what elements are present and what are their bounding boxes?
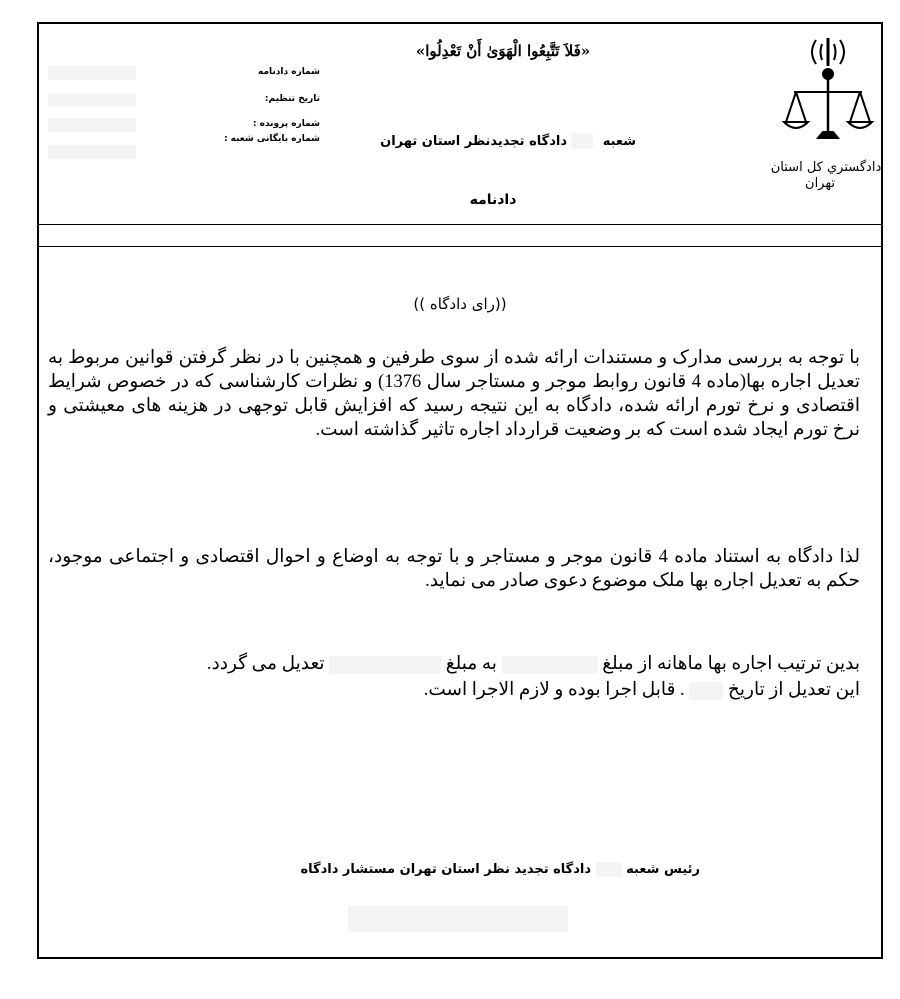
verdict-paragraph-1: با توجه به بررسى مدارک و مستندات ارائه شده از سوى طرفين و همچنين با در نظر گرفتن قوانين مربوط به تعديل اجاره بها(ماده 4 قانون روابط موجر و مستاجر سال 1376) و نظرات كارشناسى كه در خصوص شرايط اقتصادى و نرخ تورم ارائه شده، دادگاه به اين نتيجه رسيد كه افزايش قابل توجهى در هزينه هاى معيشتى و نرخ تورم ايجاد شده است كه بر وضعيت قرارداد اجاره تاثير گذاشته است. — [48, 348, 861, 440]
signature-line — [220, 862, 700, 877]
branch-court-name: دادگاه تجديدنظر استان تهران — [380, 134, 567, 149]
signature-prefix: رئيس شعبه — [626, 862, 700, 877]
meta-value-date — [48, 93, 136, 107]
meta-label-verdict-number: شماره دادنامه — [257, 67, 320, 77]
verdict-section-title: ((راى دادگاه )) — [413, 295, 507, 313]
effective-date-redacted — [689, 682, 723, 700]
p3-text-1: بدين ترتيب اجاره بها ماهانه از مبلغ — [602, 654, 860, 674]
p3-text-3: تعديل مى گردد. — [206, 654, 325, 674]
p3-line2-text-b: . قابل اجرا بوده و لازم الاجرا است. — [423, 680, 685, 700]
meta-label-archive-number: شماره بايگانى شعبه : — [223, 134, 320, 144]
quran-verse: «فَلاَ تَتَّبِعُوا الْهَوَىٰ أَنْ تَعْدِلُوا» — [415, 42, 591, 60]
meta-value-case-number — [48, 118, 136, 132]
verdict-paragraph-3-line-1 — [48, 652, 860, 676]
judiciary-emblem-icon — [778, 34, 878, 150]
meta-value-verdict-number — [48, 66, 136, 80]
signature-rest: دادگاه تجديد نظر استان تهران مستشار دادگاه — [300, 862, 592, 877]
document-title: دادنامه — [469, 192, 517, 208]
verdict-paragraph-2: لذا دادگاه به استناد ماده 4 قانون موجر و مستاجر و با توجه به اوضاع و احوال اقتصادى و اجتماعى موجود، حكم به تعديل اجاره بها ملک موضوع دعوى صادر مى نمايد. — [48, 547, 861, 591]
meta-value-archive-number — [48, 145, 136, 159]
signature-name-redacted — [348, 906, 568, 932]
branch-number-redacted — [571, 133, 593, 149]
branch-prefix: شعبه — [602, 134, 636, 149]
court-region-label: دادگستري كل استان — [770, 160, 882, 175]
court-city-label: تهران — [805, 176, 835, 191]
amount-from-redacted — [502, 656, 598, 674]
meta-label-case-number: شماره پرونده : — [252, 119, 320, 129]
verdict-paragraph-3-line-2 — [48, 678, 860, 702]
amount-to-redacted — [329, 656, 441, 674]
header-divider — [37, 224, 883, 225]
signature-branch-redacted — [596, 862, 622, 877]
p3-text-2: به مبلغ — [445, 654, 497, 674]
meta-label-date: تاريخ تنظيم: — [264, 94, 320, 104]
p3-line2-text-a: اين تعديل از تاريخ — [727, 680, 860, 700]
document-frame — [37, 22, 883, 959]
header-divider-2 — [37, 246, 883, 247]
